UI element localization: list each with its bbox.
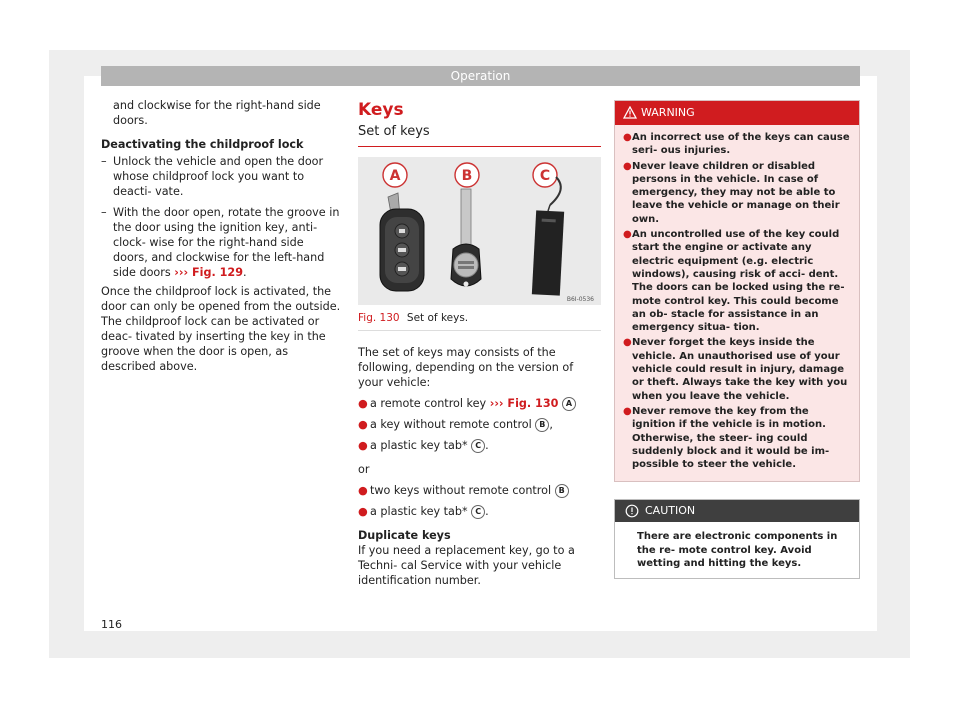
caution-header (615, 500, 859, 522)
bullet-text: a plastic key tab* (370, 505, 468, 518)
item-badge: C (471, 439, 485, 453)
warning-item (623, 228, 851, 334)
step-1-text: Unlock the vehicle and open the door whose childproof lock you want to deacti- vate. (113, 155, 324, 198)
warning-item (623, 160, 851, 226)
warning-item (623, 336, 851, 402)
intro-line-1: and clockwise for the right-hand side (113, 99, 321, 112)
bullet-icon: ● (623, 160, 632, 172)
plain-key-image (451, 189, 481, 287)
figure-label-a: A (389, 168, 401, 184)
list-item (358, 396, 601, 411)
middle-column (358, 98, 601, 588)
warning-item (623, 131, 851, 158)
warning-item-text: Never remove the key from the ignition if the vehicle is in motion. Otherwise, the steer- ing could suddenly block and it would be im- possible to steer the vehicle. (632, 405, 830, 471)
label-b-marker (455, 163, 479, 187)
warning-item-text: Never leave children or disabled persons in the vehicle. In case of emergency, they may not be able to leave the vehicle or manage on their own. (632, 160, 840, 225)
warning-title: WARNING (641, 106, 695, 119)
subsection-title: Set of keys (358, 122, 601, 147)
item-badge: B (535, 418, 549, 432)
step-2-text: With the door open, rotate the groove in the door using the ignition key, anti-clock- wise for the right-hand side doors, and clockwise for the left-hand side doors (113, 206, 340, 279)
bullet-text: a key without remote control (370, 418, 532, 431)
page-number: 116 (101, 618, 122, 631)
chapter-title: Operation (450, 69, 511, 83)
warning-header (615, 101, 859, 125)
keys-illustration (358, 157, 601, 305)
figure-caption-label: Fig. 130 (358, 312, 400, 324)
right-column (614, 100, 860, 579)
caution-info-icon (625, 504, 639, 518)
bullet-icon: ● (358, 439, 368, 452)
warning-item (623, 405, 851, 471)
section-title: Keys (358, 100, 404, 120)
duplicate-keys-text: If you need a replacement key, go to a Techni- cal Service with your vehicle identification number. (358, 544, 575, 587)
step-2: – With the door open, rotate the groove in the door using the ignition key, anti-clock- wise for the right-hand side doors, and clockwise for the left-hand side doors ››› Fig. 129. (101, 206, 340, 279)
warning-item-text: An incorrect use of the keys can cause seri- ous injuries. (632, 132, 850, 157)
chapter-header (101, 66, 860, 86)
bullet-suffix: . (485, 439, 489, 452)
keys-figure (358, 157, 601, 305)
dash-marker: – (101, 155, 107, 168)
warning-item-text: Never forget the keys inside the vehicle. An unauthorised use of your vehicle could result in injury, damage or theft. Always take the key with you when you leave the vehicle. (632, 337, 848, 402)
figure-caption-text: Set of keys. (406, 312, 469, 324)
figure-label-b: B (461, 168, 473, 184)
figure-label-c: C (539, 168, 551, 184)
list-item (358, 504, 601, 519)
fig-129-link[interactable]: ››› Fig. 129 (174, 266, 243, 279)
bullet-icon: ● (623, 405, 632, 417)
bullet-icon: ● (358, 505, 368, 518)
label-a-marker (383, 163, 407, 187)
caution-box (614, 499, 860, 579)
bullet-icon: ● (358, 397, 368, 410)
bullet-icon: ● (358, 484, 368, 497)
warning-box (614, 100, 860, 482)
warning-triangle-icon (623, 106, 637, 119)
step-1 (101, 154, 341, 199)
bullet-text: a remote control key (370, 397, 487, 410)
duplicate-keys-heading: Duplicate keys (358, 529, 451, 542)
caution-title: CAUTION (645, 504, 696, 518)
bullet-text: a plastic key tab* (370, 439, 468, 452)
bullet-icon: ● (623, 229, 632, 241)
label-c-marker (533, 163, 557, 187)
fig-130-link[interactable]: ››› Fig. 130 (489, 397, 559, 410)
bullet-suffix: . (485, 505, 489, 518)
list-item (358, 483, 601, 498)
keys-intro: The set of keys may consists of the following, depending on the version of your vehicle: (358, 346, 574, 389)
figure-code: B6I-0536 (566, 296, 594, 303)
caution-text: There are electronic components in the re- mote control key. Avoid wetting and hitting the keys. (637, 531, 838, 570)
item-badge: C (471, 505, 485, 519)
warning-body (615, 125, 859, 481)
bullet-icon: ● (358, 418, 368, 431)
bullet-suffix: , (549, 418, 553, 431)
or-text: or (358, 463, 370, 476)
bullet-icon: ● (623, 132, 632, 143)
outro-text: Once the childproof lock is activated, the door can only be opened from the outside. The childproof lock can be activated or deac- tivated by inserting the key in the groove when the door is open, as described above. (101, 285, 341, 373)
plastic-tab-image (532, 177, 564, 296)
remote-key-image (380, 193, 424, 291)
dash-marker: – (101, 206, 107, 219)
bullet-text: two keys without remote control (370, 484, 552, 497)
childproof-heading: Deactivating the childproof lock (101, 138, 304, 151)
list-item (358, 417, 601, 432)
warning-item-text: An uncontrolled use of the key could start the engine or activate any electric equipment (e.g. electric windows), causing risk of acci- dent. The doors can be locked using the re- mote control key. This could become an ob- stacle for assistance in an emergency situa- tion. (632, 229, 845, 334)
intro-line-2: doors. (113, 114, 148, 127)
bullet-icon: ● (623, 337, 632, 349)
item-badge: A (562, 397, 576, 411)
item-badge: B (555, 484, 569, 498)
figure-caption (358, 311, 601, 331)
left-column (101, 98, 341, 374)
list-item (358, 438, 601, 453)
